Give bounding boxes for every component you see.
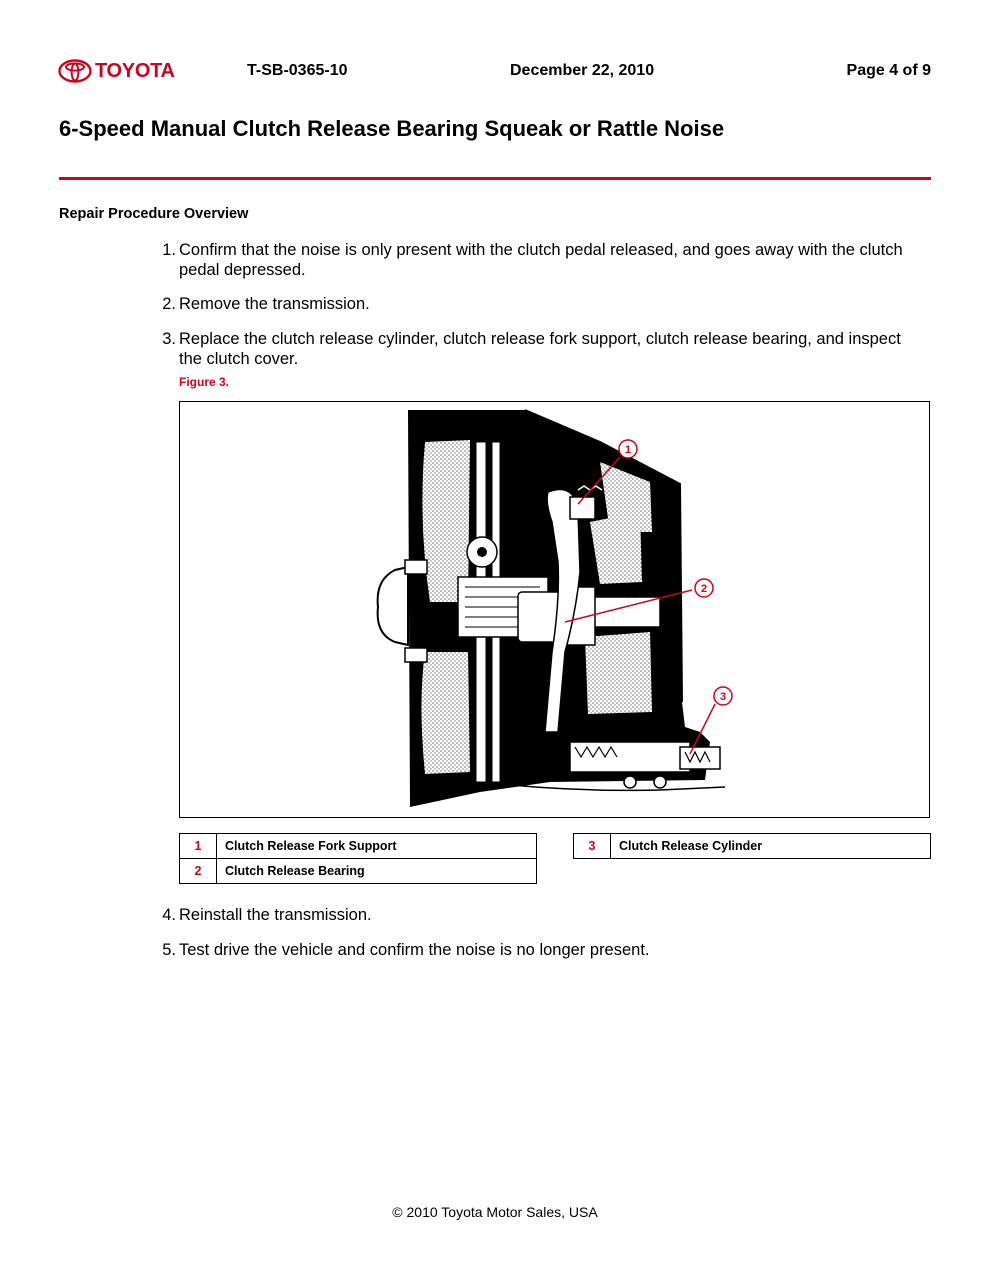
step-number: 1. [162, 241, 176, 259]
step-text: Replace the clutch release cylinder, clutch release fork support, clutch release bearing, and inspect the clutch cover. [179, 330, 901, 368]
callout-1-label: 1 [624, 444, 632, 456]
legend-row [180, 834, 537, 859]
page-title: 6-Speed Manual Clutch Release Bearing Squeak or Rattle Noise [59, 116, 725, 141]
step-item [154, 294, 914, 314]
legend-label: Clutch Release Fork Support [217, 834, 537, 859]
step-item [154, 240, 914, 280]
legend-number: 2 [180, 859, 217, 884]
step-number: 5. [162, 941, 176, 959]
bulletin-number: T-SB-0365-10 [247, 62, 348, 79]
step-text: Remove the transmission. [179, 295, 370, 313]
bulletin-date: December 22, 2010 [510, 62, 655, 79]
section-heading: Repair Procedure Overview [59, 206, 249, 222]
callout-3-label: 3 [719, 691, 727, 703]
step-text: Confirm that the noise is only present with the clutch pedal released, and goes away with the clutch pedal depressed. [179, 241, 903, 279]
clutch-diagram [179, 401, 930, 818]
brand-wordmark: TOYOTA [95, 59, 175, 82]
figure-label: Figure 3. [179, 375, 230, 389]
step-text: Test drive the vehicle and confirm the noise is no longer present. [179, 941, 650, 959]
step-number: 2. [162, 295, 176, 313]
clutch-assembly-illustration [180, 402, 929, 817]
step-number: 4. [162, 906, 176, 924]
step-text: Reinstall the transmission. [179, 906, 372, 924]
legend-label: Clutch Release Bearing [217, 859, 537, 884]
toyota-logo [58, 58, 190, 84]
legend-table-left [179, 833, 537, 884]
legend-row [574, 834, 931, 859]
copyright-footer: © 2010 Toyota Motor Sales, USA [392, 1204, 598, 1220]
legend-number: 1 [180, 834, 217, 859]
step-item [154, 905, 914, 925]
step-number: 3. [162, 330, 176, 348]
legend-label: Clutch Release Cylinder [611, 834, 931, 859]
legend-row [180, 859, 537, 884]
page-number: Page 4 of 9 [846, 62, 931, 79]
page-header [0, 56, 990, 86]
toyota-emblem-icon [58, 59, 92, 83]
legend-number: 3 [574, 834, 611, 859]
step-item [154, 940, 914, 960]
step-item [154, 329, 914, 369]
legend-table-right [573, 833, 931, 859]
callout-2-label: 2 [700, 583, 708, 595]
title-divider [59, 177, 931, 180]
